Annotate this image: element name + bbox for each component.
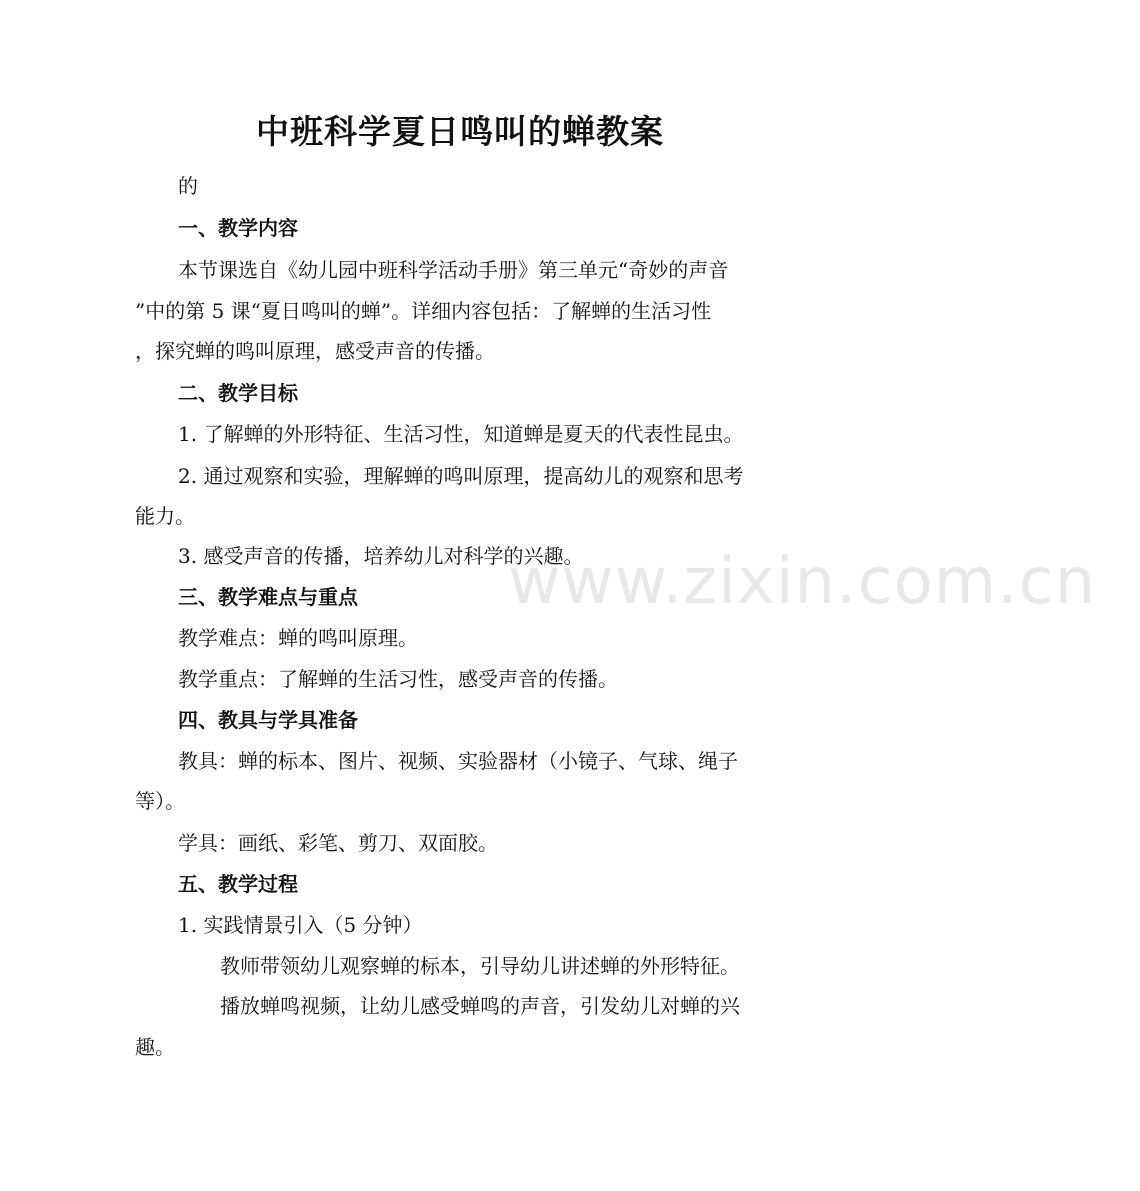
process-step: 1. 实践情景引入（5 分钟）: [178, 913, 423, 937]
learning-tools-line: 学具：画纸、彩笔、剪刀、双面胶。: [178, 831, 498, 855]
section-heading-difficulties: 三、教学难点与重点: [178, 585, 358, 609]
process-detail-line: 播放蝉鸣视频，让幼儿感受蝉鸣的声音，引发幼儿对蝉的兴: [220, 994, 740, 1018]
process-detail-line: 教师带领幼儿观察蝉的标本，引导幼儿讲述蝉的外形特征。: [220, 954, 740, 978]
objective-item-continued: 能力。: [135, 504, 195, 528]
document-title: 中班科学夏日鸣叫的蝉教案: [256, 112, 664, 151]
teaching-aids-line-continued: 等）。: [135, 789, 185, 813]
paragraph-line: ”中的第 5 课“夏日鸣叫的蝉”。详细内容包括：了解蝉的生活习性: [135, 299, 712, 323]
paragraph-line: 本节课选自《幼儿园中班科学活动手册》第三单元“奇妙的声音: [178, 258, 729, 282]
section-heading-objectives: 二、教学目标: [178, 381, 298, 405]
section-heading-process: 五、教学过程: [178, 872, 298, 896]
objective-item: 3. 感受声音的传播，培养幼儿对科学的兴趣。: [178, 544, 584, 568]
intro-text: 的: [178, 174, 198, 198]
difficulty-line: 教学难点：蝉的鸣叫原理。: [178, 626, 418, 650]
section-heading-content: 一、教学内容: [178, 216, 298, 240]
watermark: www.zixin.com.cn: [508, 545, 1097, 619]
paragraph-line: ，探究蝉的鸣叫原理，感受声音的传播。: [135, 339, 495, 363]
objective-item: 2. 通过观察和实验，理解蝉的鸣叫原理，提高幼儿的观察和思考: [178, 464, 744, 488]
teaching-aids-line: 教具：蝉的标本、图片、视频、实验器材（小镜子、气球、绳子: [178, 749, 738, 773]
key-point-line: 教学重点：了解蝉的生活习性，感受声音的传播。: [178, 667, 618, 691]
process-detail-line-continued: 趣。: [135, 1035, 175, 1059]
section-heading-materials: 四、教具与学具准备: [178, 708, 358, 732]
objective-item: 1. 了解蝉的外形特征、生活习性，知道蝉是夏天的代表性昆虫。: [178, 422, 744, 446]
